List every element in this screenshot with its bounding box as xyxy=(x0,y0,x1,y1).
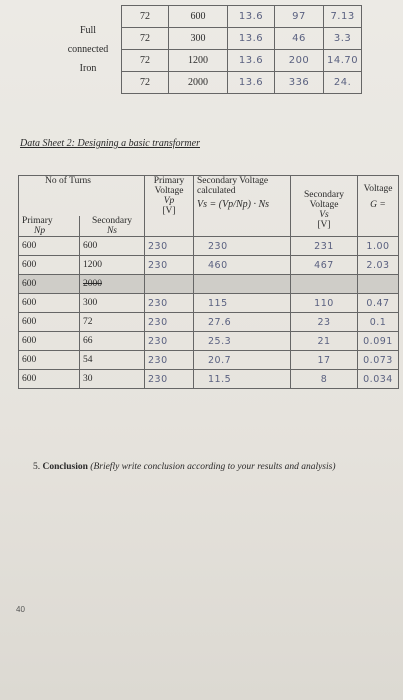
table1-turns: 72 xyxy=(122,50,169,72)
table1-handwritten: 14.70 xyxy=(324,50,362,72)
table1-handwritten: 13.6 xyxy=(228,50,275,72)
header-secondary-voltage: Secondary Voltage Vs [V] xyxy=(291,176,358,237)
table1-handwritten: 336 xyxy=(275,72,324,94)
table1-turns: 72 xyxy=(122,6,169,28)
header-voltage-gain: Voltage G = xyxy=(358,176,399,237)
header-primary-voltage: Primary Voltage Vp [V] xyxy=(145,176,194,237)
header-secondary: Secondary Ns xyxy=(80,216,145,237)
table-row: 600 66 230 25.3 21 0.091 xyxy=(19,332,399,351)
data-sheet-caption: Data Sheet 2: Designing a basic transformer xyxy=(20,138,200,149)
table1-label: Full connected Iron xyxy=(67,25,109,74)
table1-vp: 1200 xyxy=(169,50,228,72)
results-table-1 xyxy=(55,5,362,94)
table1-handwritten: 13.6 xyxy=(228,72,275,94)
page-number: 40 xyxy=(16,605,25,614)
table-row: 600 30 230 11.5 8 0.034 xyxy=(19,370,399,389)
formula: Vs = (Vp/Np) · Ns xyxy=(197,199,270,210)
table1-handwritten: 13.6 xyxy=(228,6,275,28)
table-row: 600 2000 xyxy=(19,275,399,294)
table1-vp: 2000 xyxy=(169,72,228,94)
header-no-of-turns: No of Turns xyxy=(19,176,145,217)
conclusion-heading: 5. Conclusion (Briefly write conclusion according to your results and analysis) xyxy=(33,462,336,472)
table1-vp: 600 xyxy=(169,6,228,28)
table-row: 600 600 230 230 231 1.00 xyxy=(19,237,399,256)
table1-vp: 300 xyxy=(169,28,228,50)
header-secondary-calculated: Secondary Voltage calculated Vs = (Vp/Np) · Ns xyxy=(194,176,291,237)
transformer-table xyxy=(18,175,399,389)
table-row: 600 72 230 27.6 23 0.1 xyxy=(19,313,399,332)
table1-handwritten: 7.13 xyxy=(324,6,362,28)
header-primary: Primary Np xyxy=(19,216,80,237)
table1-handwritten: 3.3 xyxy=(324,28,362,50)
table1-handwritten: 97 xyxy=(275,6,324,28)
table-row: 600 300 230 115 110 0.47 xyxy=(19,294,399,313)
table1-handwritten: 200 xyxy=(275,50,324,72)
table-row: 600 54 230 20.7 17 0.073 xyxy=(19,351,399,370)
table1-turns: 72 xyxy=(122,72,169,94)
table1-turns: 72 xyxy=(122,28,169,50)
table-row: 600 1200 230 460 467 2.03 xyxy=(19,256,399,275)
table1-handwritten: 13.6 xyxy=(228,28,275,50)
table1-handwritten: 24. xyxy=(324,72,362,94)
table1-handwritten: 46 xyxy=(275,28,324,50)
